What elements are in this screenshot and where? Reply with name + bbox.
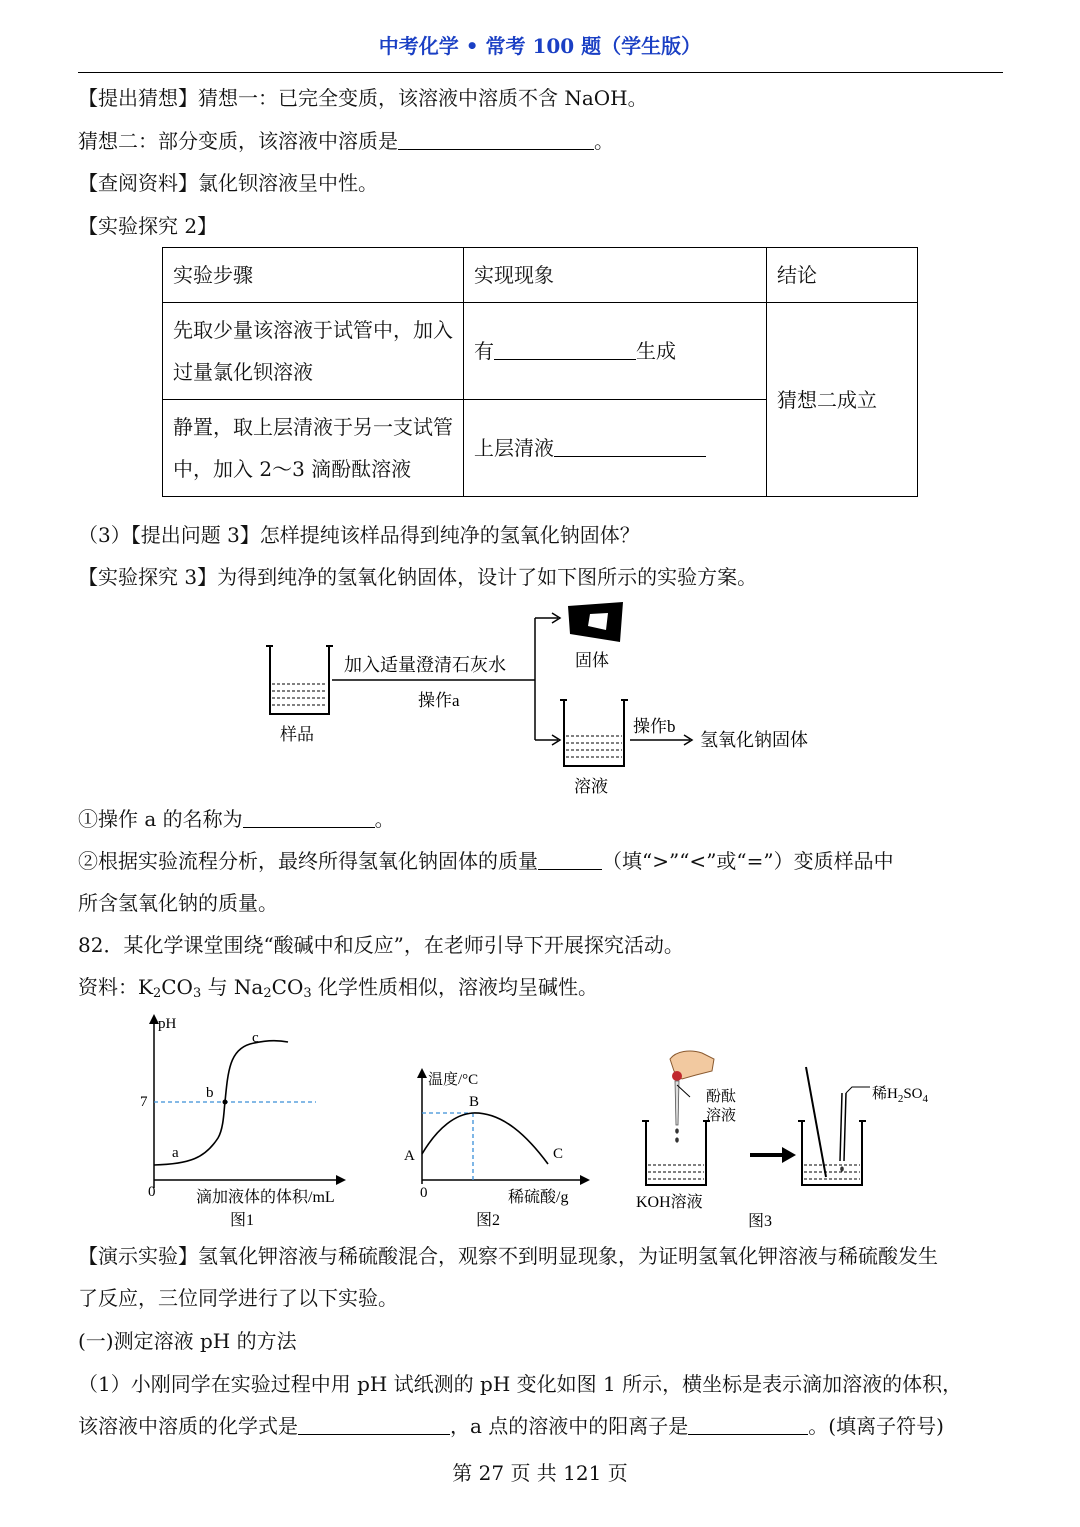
question-82-line: 82．某化学课堂围绕“酸碱中和反应”，在老师引导下开展探究活动。 [78, 933, 684, 957]
op-a-label: 操作a [418, 691, 460, 710]
point-A-label: A [404, 1148, 415, 1164]
blank-precipitate[interactable] [494, 337, 636, 360]
table-cell-observation [464, 303, 767, 400]
table-header-cell: 实现现象 [464, 248, 767, 303]
demo-line: 【演示实验】氢氧化钾溶液与稀硫酸混合，观察不到明显现象，为证明氢氧化钾溶液与稀硫酸发生 [78, 1244, 938, 1268]
y-axis-arrow-icon [417, 1068, 427, 1078]
solution-label: 溶液 [574, 777, 608, 796]
op-b-label: 操作b [633, 717, 676, 736]
tick-7: 7 [140, 1094, 148, 1110]
question-mass-line [78, 846, 1008, 876]
figure-2-temperature-curve [398, 1062, 598, 1234]
solution-beaker [560, 700, 628, 766]
blank-solute[interactable] [398, 127, 594, 150]
question-1-line: （1）小刚同学在实验过程中用 pH 试纸测的 pH 变化如图 1 所示，横坐标是表示滴加溶液的体积， [78, 1372, 963, 1396]
question-mass-text-2: （填“>”“<”或“=”）变质样品中 [602, 849, 894, 873]
x-axis-arrow-icon [580, 1175, 590, 1185]
figure-3-apparatus [630, 1045, 950, 1233]
ref-text: 化学性质相似，溶液均呈碱性。 [311, 975, 598, 999]
acid-dropper-icon [844, 1093, 846, 1161]
acid-dropper-icon [840, 1093, 842, 1161]
subscript: 2 [152, 986, 162, 1001]
period: 。 [374, 807, 395, 831]
question-3-line: （3）【提出问题 3】怎样提纯该样品得到纯净的氢氧化钠固体？ [78, 523, 640, 547]
q1-text-3: 。(填离子符号) [808, 1414, 944, 1438]
figure-2-caption: 图2 [476, 1212, 501, 1229]
ref-text: 与 Na [201, 975, 264, 999]
glass-rod-icon [806, 1067, 826, 1177]
ref-text: CO [161, 975, 193, 999]
solid-label: 固体 [575, 651, 609, 670]
x-axis-arrow-icon [336, 1175, 346, 1185]
point-B-label: B [469, 1094, 480, 1110]
table-cell-step: 先取少量该溶液于试管中，加入过量氯化钡溶液 [163, 303, 464, 400]
dropper-tube-icon [675, 1081, 679, 1125]
experiment-table [162, 247, 918, 497]
point-c-label: c [252, 1030, 259, 1046]
subscript: 3 [303, 986, 312, 1001]
reagent-label: 加入适量澄清石灰水 [344, 655, 506, 675]
obs-suffix: 生成 [636, 339, 676, 363]
acid-label-c: SO [903, 1086, 923, 1102]
period: 。 [594, 129, 614, 153]
page-header-title: 中考化学 • 常考 100 题（学生版） [378, 34, 702, 58]
sample-beaker [266, 646, 333, 714]
q1-text: 该溶液中溶质的化学式是 [78, 1414, 298, 1438]
ref-text: CO [271, 975, 304, 999]
origin-label: 0 [148, 1184, 156, 1200]
question-op-a-text: ①操作 a 的名称为 [78, 807, 243, 831]
blank-color[interactable] [554, 434, 706, 457]
indicator-label-2: 溶液 [706, 1108, 737, 1124]
reaction-beaker [798, 1121, 866, 1185]
header-rule [78, 72, 1003, 73]
blank-cation[interactable] [688, 1412, 808, 1435]
table-header-cell: 结论 [767, 248, 918, 303]
y-axis-label: pH [158, 1016, 177, 1032]
solid-precipitate-icon [568, 602, 623, 642]
question-1-cont [78, 1411, 1008, 1441]
figure-1-caption: 图1 [230, 1212, 255, 1229]
hypothesis-line: 【提出猜想】猜想一：已完全变质，该溶液中溶质不含 NaOH。 [78, 86, 648, 110]
sample-label: 样品 [280, 725, 314, 744]
purification-flow-diagram [240, 598, 860, 804]
koh-label: KOH溶液 [636, 1194, 703, 1211]
table-cell-observation [464, 400, 767, 497]
figure-1-ph-curve [130, 1010, 370, 1232]
point-C-label: C [553, 1146, 564, 1162]
blank-op-a[interactable] [243, 805, 375, 828]
acid-sub-4: 4 [922, 1093, 929, 1105]
x-axis-label: 滴加液体的体积/mL [196, 1189, 335, 1206]
experiment-2-heading: 【实验探究 2】 [78, 214, 218, 238]
question-mass-cont: 所含氢氧化钠的质量。 [78, 891, 278, 915]
indicator-label-1: 酚酞 [706, 1089, 737, 1105]
obs-prefix: 上层清液 [474, 436, 554, 460]
drop-icon [675, 1128, 679, 1133]
ref-text: 资料：K [78, 975, 153, 999]
hypothesis-two-line [78, 126, 1008, 156]
experiment-3-line: 【实验探究 3】为得到纯净的氢氧化钠固体，设计了如下图所示的实验方案。 [78, 565, 758, 589]
point-b [223, 1100, 228, 1105]
obs-prefix: 有 [474, 339, 494, 363]
transition-arrow-icon [750, 1147, 796, 1163]
drop-icon [675, 1137, 679, 1142]
table-cell-step: 静置，取上层清液于另一支试管中，加入 2～3 滴酚酞溶液 [163, 400, 464, 497]
reference-line: 【查阅资料】氯化钡溶液呈中性。 [78, 171, 378, 195]
temperature-curve [422, 1113, 548, 1164]
page-footer: 第 27 页 共 121 页 [452, 1461, 628, 1485]
origin-label: 0 [420, 1185, 428, 1201]
hypothesis-two-text: 猜想二：部分变质，该溶液中溶质是 [78, 129, 398, 153]
acid-sub-2: 2 [897, 1093, 904, 1105]
reference-82-line [78, 972, 1008, 1002]
question-mass-text: ②根据实验流程分析，最终所得氢氧化钠固体的质量 [78, 849, 538, 873]
dropper-bulb-icon [672, 1071, 682, 1081]
acid-label [872, 1085, 929, 1105]
blank-compare[interactable] [538, 847, 602, 870]
product-label: 氢氧化钠固体 [700, 730, 808, 750]
blank-solute-formula[interactable] [298, 1412, 450, 1435]
drop-icon [840, 1166, 844, 1171]
figure-3-caption: 图3 [748, 1213, 773, 1230]
acid-label-a: 稀H [872, 1086, 898, 1102]
question-op-a-line [78, 804, 1008, 834]
table-cell-conclusion: 猜想二成立 [767, 303, 918, 497]
point-a-label: a [172, 1145, 179, 1161]
point-b-label: b [206, 1085, 214, 1101]
table-header-cell: 实验步骤 [163, 248, 464, 303]
subscript: 2 [263, 986, 272, 1001]
x-axis-label: 稀硫酸/g [508, 1189, 569, 1206]
table-row [163, 303, 918, 400]
demo-line-cont: 了反应，三位同学进行了以下实验。 [78, 1286, 398, 1310]
table-header-row [163, 248, 918, 303]
method-heading: (一)测定溶液 pH 的方法 [78, 1329, 297, 1353]
y-axis-label: 温度/°C [428, 1072, 479, 1088]
subscript: 3 [192, 986, 202, 1001]
q1-text-2: ，a 点的溶液中的阳离子是 [450, 1414, 689, 1438]
acid-pointer [846, 1087, 870, 1093]
